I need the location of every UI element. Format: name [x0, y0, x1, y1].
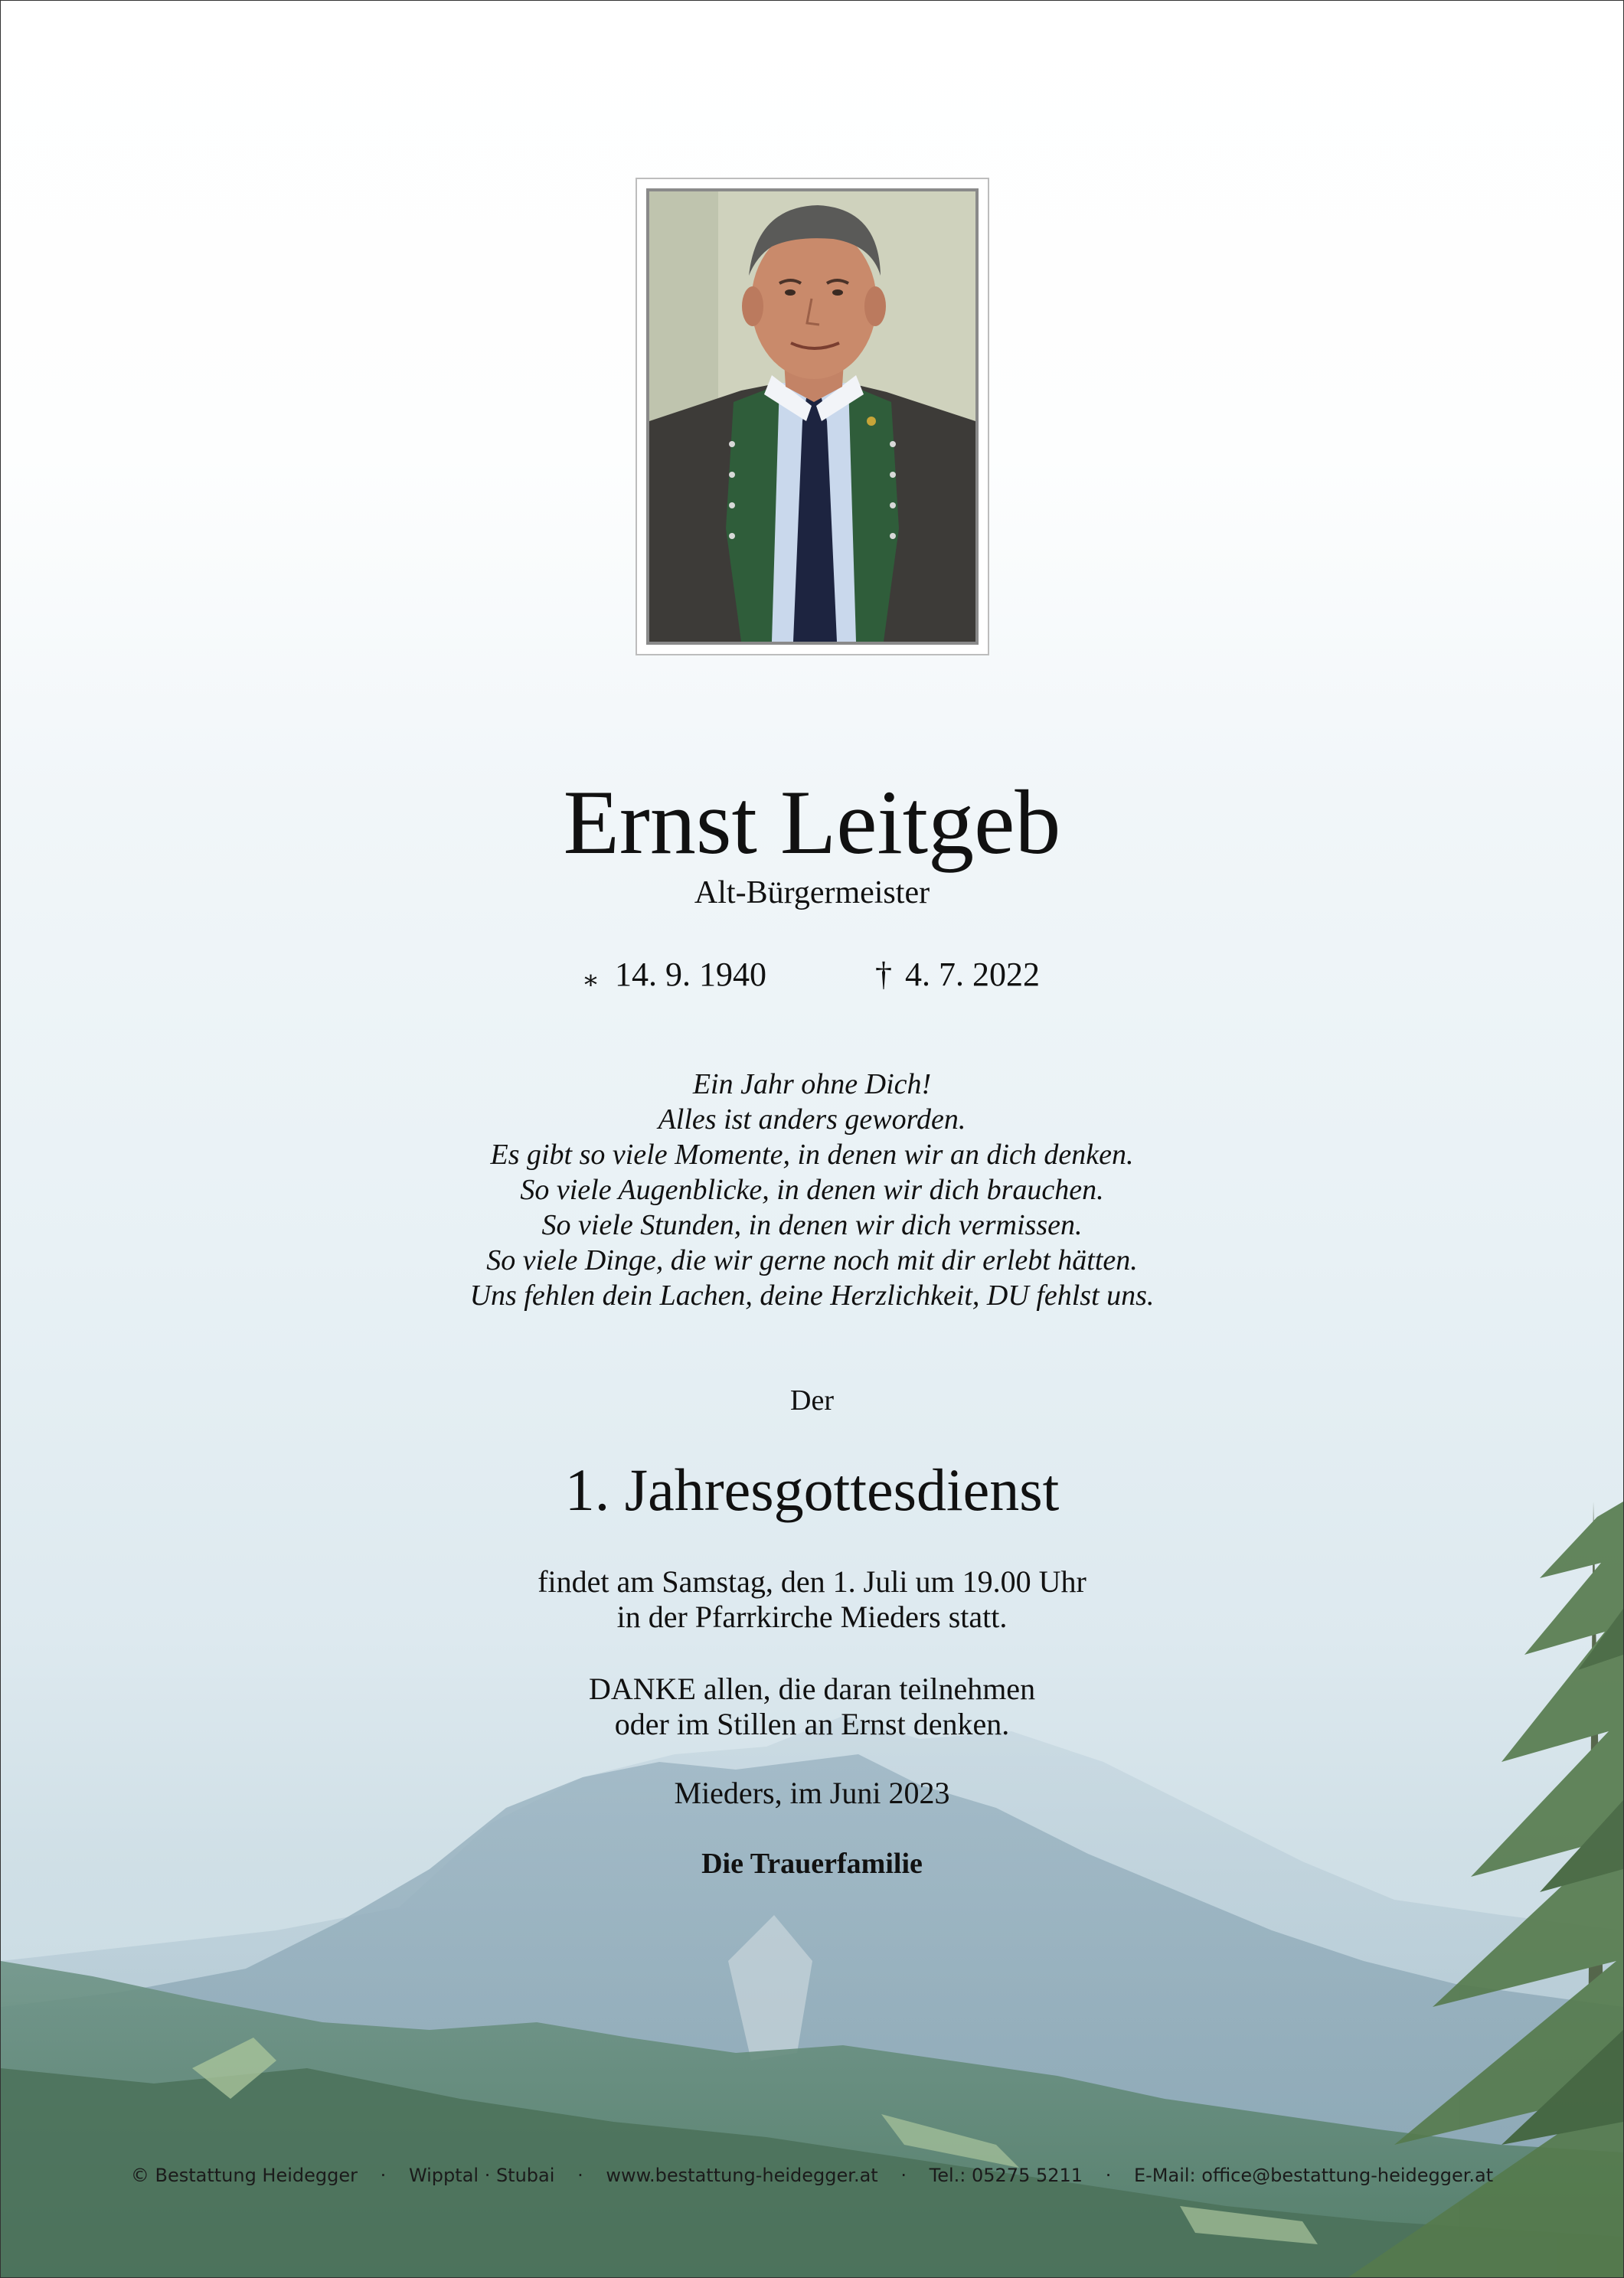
- service-details-line: in der Pfarrkirche Mieders statt.: [616, 1600, 1008, 1634]
- poem-line: So viele Dinge, die wir gerne noch mit dir erlebt hätten.: [486, 1244, 1138, 1276]
- poem-line: Alles ist anders geworden.: [658, 1103, 966, 1136]
- portrait-photo: [646, 188, 979, 645]
- footer-email[interactable]: E-Mail: office@bestattung-heidegger.at: [1133, 2165, 1494, 2186]
- deceased-name: Ernst Leitgeb: [563, 771, 1061, 873]
- birth-symbol: ⁎: [584, 963, 597, 992]
- death-symbol: †: [875, 956, 892, 993]
- thanks-line: DANKE allen, die daran teilnehmen: [588, 1672, 1036, 1706]
- footer-separator: ·: [380, 2165, 387, 2186]
- footer-separator: ·: [900, 2165, 907, 2186]
- deceased-title: Alt-Bürgermeister: [694, 875, 930, 910]
- portrait-illustration: [649, 191, 975, 642]
- poem-line: Uns fehlen dein Lachen, deine Herzlichkeit, DU fehlst uns.: [469, 1280, 1155, 1312]
- place-and-date: Mieders, im Juni 2023: [674, 1776, 950, 1810]
- thanks-message: [1, 1672, 1623, 1742]
- poem-line: Es gibt so viele Momente, in denen wir an dich denken.: [490, 1139, 1134, 1171]
- memorial-poem: [1, 1067, 1623, 1313]
- birth-date: 14. 9. 1940: [615, 956, 766, 993]
- poem-line: So viele Stunden, in denen wir dich vermissen.: [541, 1209, 1083, 1241]
- footer-region: Wipptal · Stubai: [408, 2165, 555, 2186]
- footer-phone[interactable]: Tel.: 05275 5211: [929, 2165, 1083, 2186]
- poem-line: Ein Jahr ohne Dich!: [692, 1068, 932, 1100]
- service-details: [1, 1564, 1623, 1635]
- footer-contact: [1, 2165, 1623, 2186]
- thanks-line: oder im Stillen an Ernst denken.: [614, 1707, 1010, 1741]
- service-heading: 1. Jahresgottesdienst: [564, 1456, 1060, 1523]
- footer-separator: ·: [1105, 2165, 1112, 2186]
- footer-company: © Bestattung Heidegger: [130, 2165, 358, 2186]
- death-date: 4. 7. 2022: [905, 956, 1040, 993]
- announcement-intro: Der: [790, 1384, 834, 1417]
- family-signature: Die Trauerfamilie: [701, 1848, 923, 1880]
- footer-separator: ·: [577, 2165, 583, 2186]
- footer-website[interactable]: www.bestattung-heidegger.at: [606, 2165, 878, 2186]
- service-details-line: findet am Samstag, den 1. Juli um 19.00 Uhr: [538, 1564, 1086, 1599]
- portrait-frame: [636, 178, 989, 655]
- poem-line: So viele Augenblicke, in denen wir dich brauchen.: [520, 1174, 1104, 1206]
- life-dates: [1, 954, 1623, 998]
